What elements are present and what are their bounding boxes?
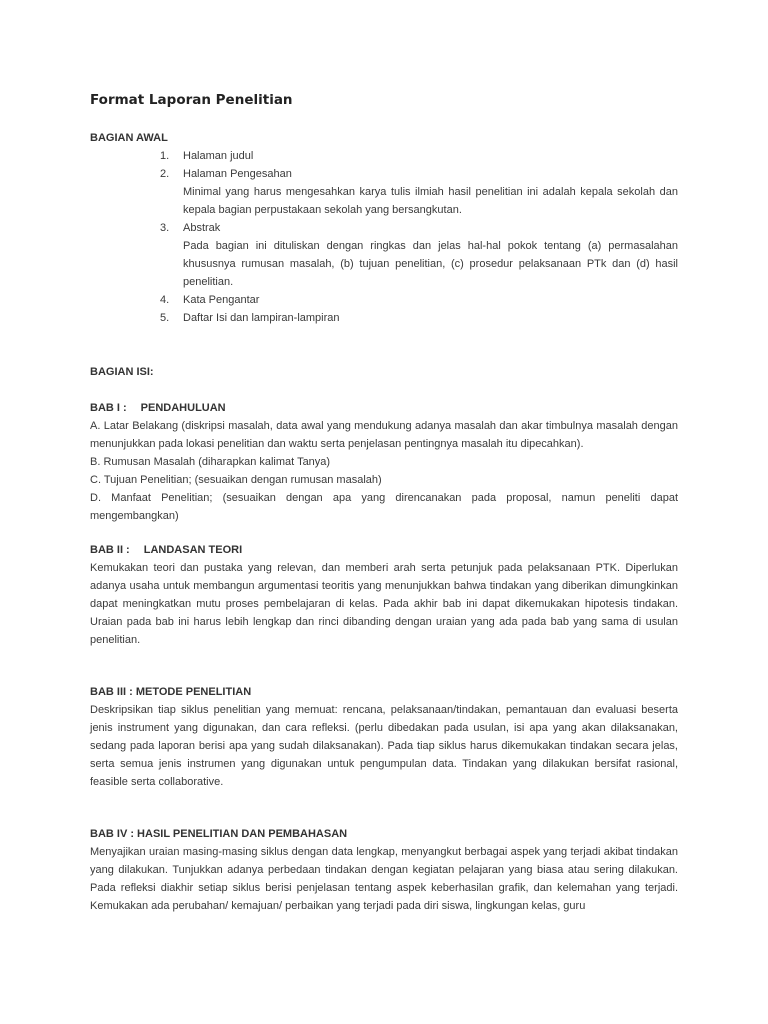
bagian-isi-heading: BAGIAN ISI: — [90, 366, 154, 378]
bab1-code: BAB I : — [90, 402, 127, 414]
list-number: 2. — [160, 168, 170, 180]
document-body — [90, 129, 678, 915]
list-item — [90, 219, 678, 291]
bab2-paragraph: Kemukakan teori dan pustaka yang relevan, dan memberi arah serta petunjuk pada pelaksanaan PTK. Diperlukan adanya usaha untuk membangun argumentasi teoritis yang menunjukkan bahwa tindakan yang diberikan dimungkinkan dapat meningkatkan mutu proses pembelajaran di kelas. Pada akhir bab ini dapat dikemukakan hipotesis tindakan. Uraian pada bab ini harus lebih lengkap dan rinci dibanding dengan uraian yang ada pada bab yang sama di usulan penelitian. — [90, 562, 678, 646]
bab1-line-b: B. Rumusan Masalah (diharapkan kalimat Tanya) — [90, 456, 331, 468]
bab4-paragraph: Menyajikan uraian masing-masing siklus dengan data lengkap, menyangkut berbagai aspek yang terjadi akibat tindakan yang dilakukan. Tunjukkan adanya perbedaan tindakan dengan kegiatan pelajaran yang biasa atau sering dilakukan. Pada refleksi diakhir setiap siklus berisi penjelasan tentang aspek keberhasilan grafik, dan kelemahan yang terjadi. Kemukakan ada perubahan/ kemajuan/ perbaikan yang terjadi pada diri siswa, lingkungan kelas, guru — [90, 846, 678, 912]
list-description: Pada bagian ini dituliskan dengan ringkas dan jelas hal-hal pokok tentang (a) permasalahan khususnya rumusan masalah, (b) tujuan penelitian, (c) prosedur pelaksanaan PTk dan (d) hasil penelitian. — [183, 240, 678, 288]
list-number: 4. — [160, 294, 170, 306]
list-item — [90, 147, 678, 165]
list-item — [90, 165, 678, 219]
bab3-heading: BAB III : METODE PENELITIAN — [90, 686, 252, 698]
list-number: 3. — [160, 222, 170, 234]
list-label: Halaman Pengesahan — [183, 168, 292, 180]
list-label: Halaman judul — [183, 150, 254, 162]
bab1-line-a: A. Latar Belakang (diskripsi masalah, data awal yang mendukung adanya masalah dan akar timbulnya masalah dengan menunjukkan pada lokasi penelitian dan waktu serta penjelasan pentingnya masalah itu dipecahkan). — [90, 420, 678, 450]
bab2-code: BAB II : — [90, 544, 130, 556]
bab4-heading: BAB IV : HASIL PENELITIAN DAN PEMBAHASAN — [90, 828, 348, 840]
list-label: Daftar Isi dan lampiran-lampiran — [183, 312, 340, 324]
list-label: Kata Pengantar — [183, 294, 260, 306]
document-title: Format Laporan Penelitian — [90, 92, 293, 108]
bab1-name: PENDAHULUAN — [140, 402, 226, 414]
list-item — [90, 309, 678, 327]
list-number: 5. — [160, 312, 170, 324]
bab1-line-c: C. Tujuan Penelitian; (sesuaikan dengan rumusan masalah) — [90, 474, 382, 486]
list-item — [90, 291, 678, 309]
list-label: Abstrak — [183, 222, 221, 234]
bab2-heading — [90, 541, 678, 559]
list-number: 1. — [160, 150, 170, 162]
list-description: Minimal yang harus mengesahkan karya tulis ilmiah hasil penelitian ini adalah kepala sekolah dan kepala bagian perpustakaan sekolah yang bersangkutan. — [183, 186, 678, 216]
bab3-paragraph: Deskripsikan tiap siklus penelitian yang memuat: rencana, pelaksanaan/tindakan, pemantauan dan evaluasi beserta jenis instrument yang digunakan, dan cara refleksi. (perlu dibedakan pada usulan, isi apa yang akan dilaksanakan, sedang pada laporan berisi apa yang sudah dilaksanakan). Pada tiap siklus harus dikemukakan tindakan secara jelas, serta semua jenis instrumen yang digunakan untuk pengumpulan data. Tindakan yang dilakukan bersifat rasional, feasible serta collaborative. — [90, 704, 678, 788]
bab1-line-d: D. Manfaat Penelitian; (sesuaikan dengan apa yang direncanakan pada proposal, namun peneliti dapat mengembangkan) — [90, 492, 678, 522]
bab1-heading — [90, 399, 678, 417]
bab2-name: LANDASAN TEORI — [143, 544, 243, 556]
bagian-awal-heading: BAGIAN AWAL — [90, 132, 168, 144]
